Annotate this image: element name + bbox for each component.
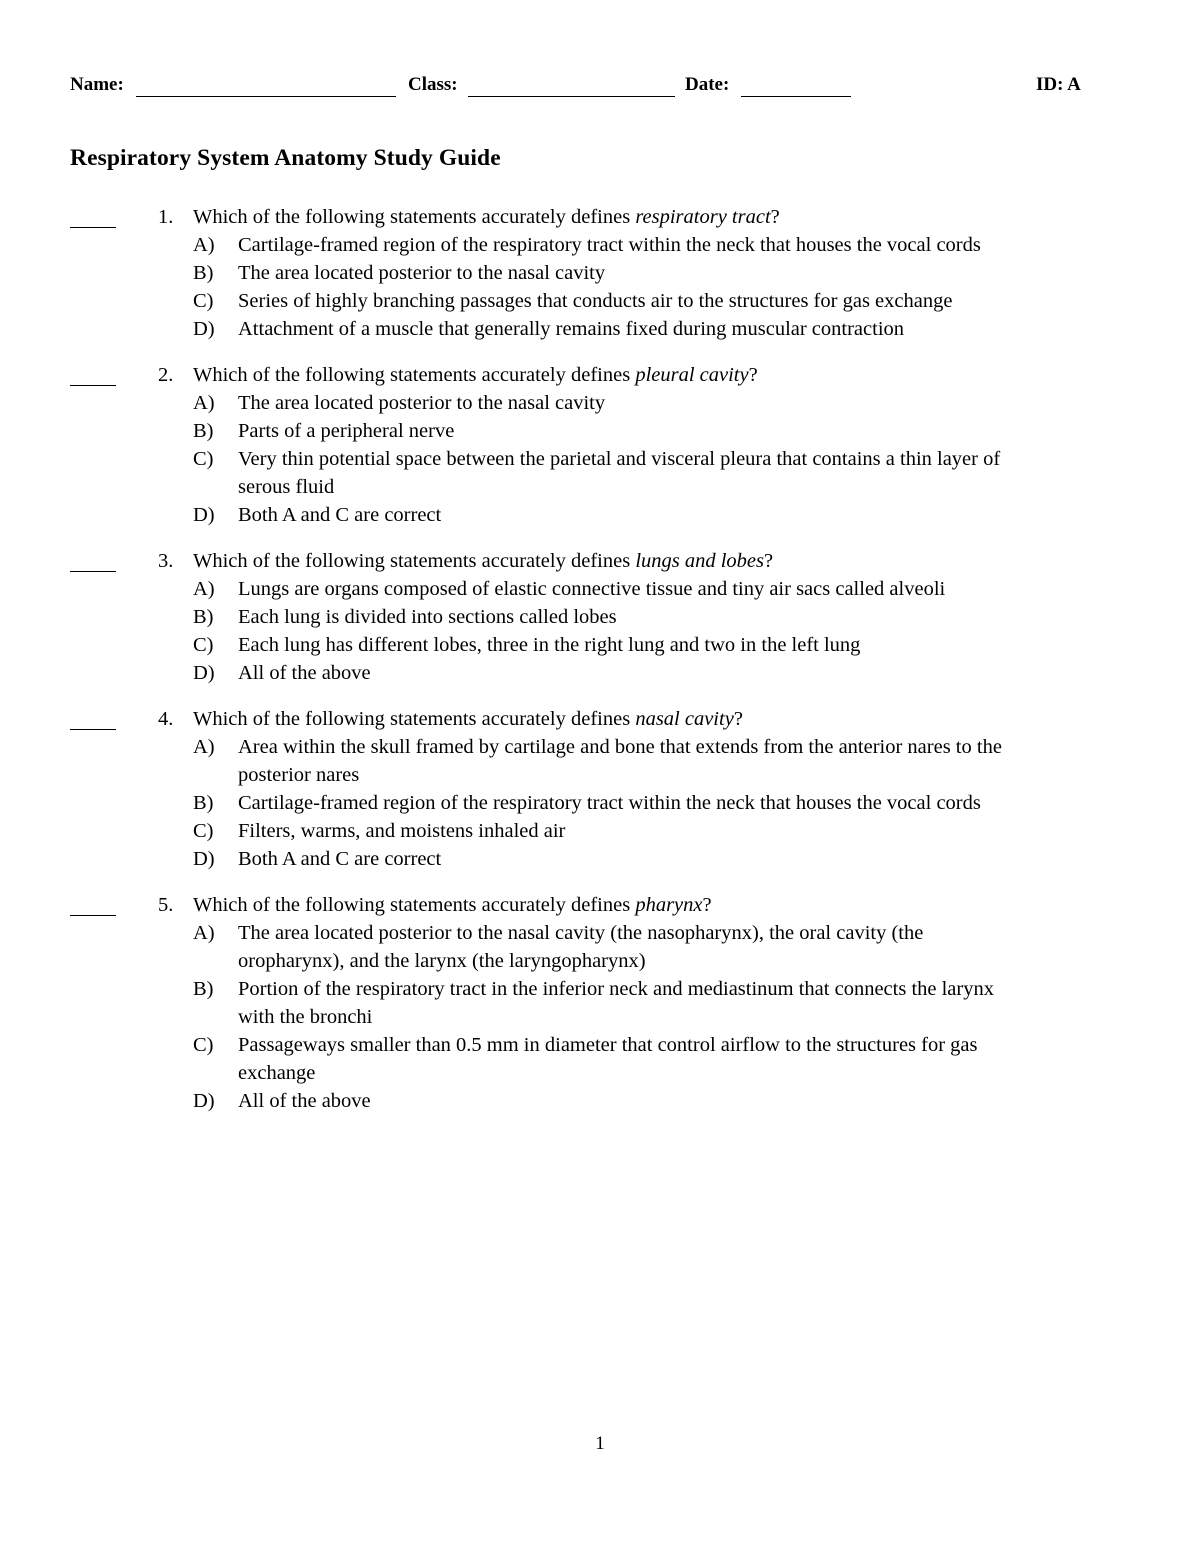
option: [193, 845, 1023, 873]
option: [193, 919, 1023, 975]
header: [70, 72, 1092, 102]
option-letter: D): [193, 1090, 215, 1112]
option: [193, 733, 1023, 789]
option-letter: D): [193, 662, 215, 684]
answer-blank[interactable]: [70, 361, 116, 386]
option-text: The area located posterior to the nasal cavity: [238, 262, 606, 284]
option-letter: D): [193, 848, 215, 870]
option: [193, 259, 1023, 287]
date-field[interactable]: [741, 96, 851, 97]
option-text: Passageways smaller than 0.5 mm in diameter that control airflow to the structures for gas exchange: [238, 1034, 978, 1084]
stem-term: pleural cavity: [635, 364, 749, 386]
option: [193, 817, 1023, 845]
option-text: Each lung has different lobes, three in the right lung and two in the left lung: [238, 634, 861, 656]
question-number: 3.: [158, 550, 174, 572]
option-text: The area located posterior to the nasal cavity (the nasopharynx), the oral cavity (the oropharynx), and the larynx (the laryngopharynx): [238, 922, 924, 972]
option: [193, 575, 1023, 603]
answer-blank[interactable]: [70, 203, 116, 228]
option-letter: C): [193, 448, 214, 470]
option: [193, 315, 1023, 343]
option-letter: A): [193, 234, 215, 256]
date-label: Date:: [685, 74, 730, 95]
option: [193, 231, 1023, 259]
option-letter: C): [193, 634, 214, 656]
option-letter: B): [193, 262, 214, 284]
answer-blank[interactable]: [70, 891, 116, 916]
option-letter: C): [193, 290, 214, 312]
option: [193, 975, 1023, 1031]
option-text: All of the above: [238, 662, 371, 684]
option-list: [0, 231, 1200, 343]
stem-suffix: ?: [702, 894, 712, 916]
option-text: Portion of the respiratory tract in the inferior neck and mediastinum that connects the larynx with the bronchi: [238, 978, 994, 1028]
option-letter: D): [193, 318, 215, 340]
question-stem: [193, 547, 1023, 575]
stem-prefix: Which of the following statements accurately defines: [193, 550, 636, 572]
option: [193, 1087, 1023, 1115]
option-text: Both A and C are correct: [238, 504, 442, 526]
stem-prefix: Which of the following statements accurately defines: [193, 708, 636, 730]
question-stem: [193, 361, 1023, 389]
option-text: Very thin potential space between the parietal and visceral pleura that contains a thin layer of serous fluid: [238, 448, 1001, 498]
option: [193, 789, 1023, 817]
question-stem: [193, 705, 1023, 733]
question: [0, 203, 1200, 343]
option-letter: A): [193, 922, 215, 944]
id-label: ID: A: [1036, 74, 1081, 95]
option-list: [0, 575, 1200, 687]
option-text: Parts of a peripheral nerve: [238, 420, 455, 442]
option-text: Lungs are organs composed of elastic connective tissue and tiny air sacs called alveoli: [238, 578, 946, 600]
stem-prefix: Which of the following statements accurately defines: [193, 894, 636, 916]
option-list: [0, 919, 1200, 1115]
class-field[interactable]: [468, 96, 675, 97]
stem-term: lungs and lobes: [635, 550, 765, 572]
option-letter: B): [193, 420, 214, 442]
question-number: 5.: [158, 894, 174, 916]
question: [0, 547, 1200, 687]
question: [0, 361, 1200, 529]
stem-prefix: Which of the following statements accurately defines: [193, 206, 636, 228]
stem-term: pharynx: [635, 894, 703, 916]
option-text: Cartilage-framed region of the respiratory tract within the neck that houses the vocal cords: [238, 234, 981, 256]
class-label: Class:: [408, 74, 458, 95]
stem-suffix: ?: [764, 550, 774, 572]
stem-suffix: ?: [770, 206, 780, 228]
option-text: All of the above: [238, 1090, 371, 1112]
option: [193, 603, 1023, 631]
option-letter: A): [193, 736, 215, 758]
option-letter: D): [193, 504, 215, 526]
question-stem: [193, 203, 1023, 231]
option-letter: B): [193, 792, 214, 814]
option-text: Both A and C are correct: [238, 848, 442, 870]
question: [0, 891, 1200, 1115]
option-text: Each lung is divided into sections called lobes: [238, 606, 617, 628]
option-letter: B): [193, 978, 214, 1000]
option-text: Cartilage-framed region of the respiratory tract within the neck that houses the vocal cords: [238, 792, 981, 814]
option-letter: C): [193, 820, 214, 842]
question-stem: [193, 891, 1023, 919]
answer-blank[interactable]: [70, 705, 116, 730]
option-list: [0, 733, 1200, 873]
page-title: Respiratory System Anatomy Study Guide: [70, 145, 501, 171]
question-number: 1.: [158, 206, 174, 228]
stem-suffix: ?: [748, 364, 758, 386]
stem-term: respiratory tract: [635, 206, 771, 228]
option-list: [0, 389, 1200, 529]
option-text: The area located posterior to the nasal cavity: [238, 392, 606, 414]
option-text: Area within the skull framed by cartilage and bone that extends from the anterior nares to the posterior nares: [238, 736, 1002, 786]
stem-term: nasal cavity: [635, 708, 734, 730]
option-letter: A): [193, 392, 215, 414]
option-text: Attachment of a muscle that generally remains fixed during muscular contraction: [238, 318, 905, 340]
option-letter: B): [193, 606, 214, 628]
page-number: 1: [595, 1433, 605, 1454]
stem-suffix: ?: [733, 708, 743, 730]
option-letter: C): [193, 1034, 214, 1056]
name-field[interactable]: [136, 96, 396, 97]
question-number: 2.: [158, 364, 174, 386]
option: [193, 631, 1023, 659]
question-number: 4.: [158, 708, 174, 730]
option: [193, 501, 1023, 529]
option: [193, 659, 1023, 687]
option-text: Series of highly branching passages that conducts air to the structures for gas exchange: [238, 290, 953, 312]
name-label: Name:: [70, 74, 124, 95]
question-list: [0, 203, 1200, 1133]
option-letter: A): [193, 578, 215, 600]
option: [193, 1031, 1023, 1087]
question: [0, 705, 1200, 873]
option: [193, 445, 1023, 501]
option-text: Filters, warms, and moistens inhaled air: [238, 820, 566, 842]
option: [193, 389, 1023, 417]
answer-blank[interactable]: [70, 547, 116, 572]
stem-prefix: Which of the following statements accurately defines: [193, 364, 636, 386]
option: [193, 417, 1023, 445]
option: [193, 287, 1023, 315]
